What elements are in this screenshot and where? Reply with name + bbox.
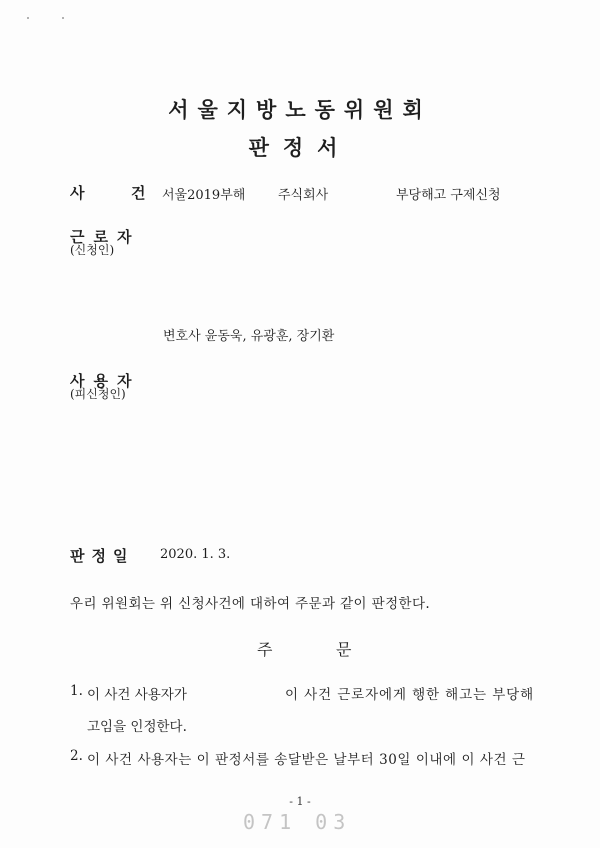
decision-date: 2020. 1. 3. [160,547,231,562]
stamp-mark: 071 03 [243,810,352,834]
employer-label: 사용자 [70,372,141,390]
order-item-2-number: 2. [70,748,83,764]
employer-sub-label: (피신청인) [70,387,126,401]
worker-sub-label: (신청인) [70,243,115,257]
scan-speck [27,17,29,19]
case-type: 부당해고 구제신청 [396,188,501,203]
case-label-left: 사 [70,184,85,202]
order-item-1-number: 1. [70,683,83,699]
page-number: - 1 - [289,795,311,808]
intro-text: 우리 위원회는 위 신청사건에 대하여 주문과 같이 판정한다. [70,596,431,612]
order-item-2-text: 이 사건 사용자는 이 판정서를 송달받은 날부터 30일 이내에 이 사건 근 [87,752,526,768]
order-item-1-text-b: 이 사건 근로자에게 행한 해고는 부당해 [285,687,535,703]
order-item-1-text-a: 이 사건 사용자가 [87,687,187,703]
organization-title: 서울지방노동위원회 [168,97,432,122]
worker-label: 근로자 [70,228,141,246]
decision-date-label: 판정일 [70,547,135,565]
case-number: 서울2019부해 [162,188,246,203]
scan-speck [62,17,64,19]
document-title: 판정서 [248,135,352,160]
case-company: 주식회사 [278,188,329,203]
worker-representative: 변호사 윤동욱, 유광훈, 장기환 [163,329,335,344]
order-heading-left: 주 [257,640,273,659]
order-item-1-text-line2: 고임을 인정한다. [87,719,187,735]
order-heading-right: 문 [336,640,352,659]
case-label-right: 건 [131,184,146,202]
